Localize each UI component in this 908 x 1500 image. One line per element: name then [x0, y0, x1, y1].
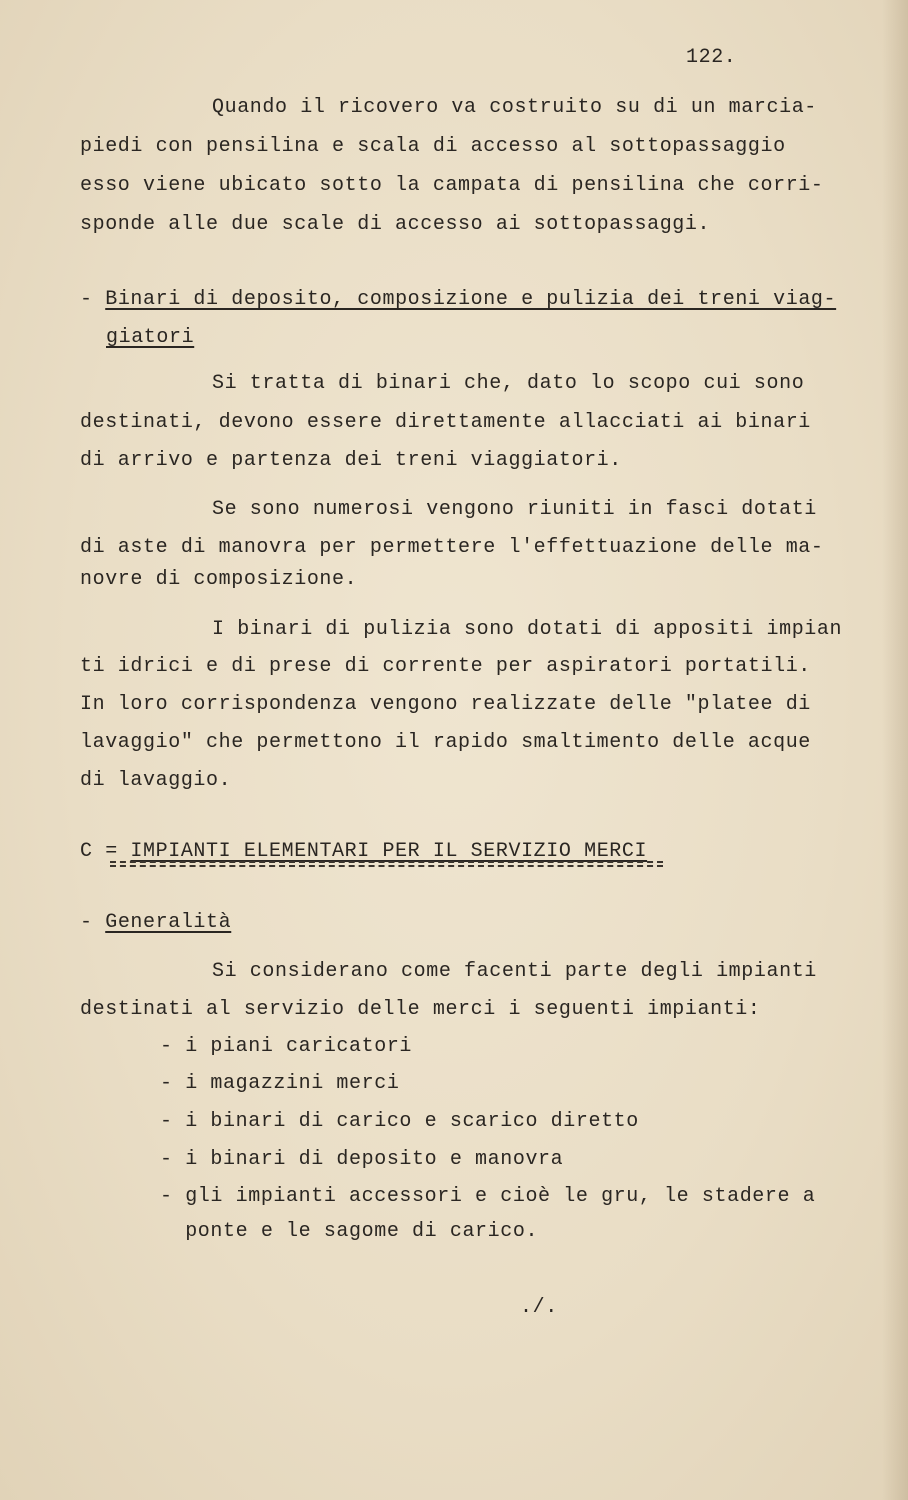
paragraph-line: di aste di manovra per permettere l'effettuazione delle ma-: [80, 536, 824, 559]
paragraph-line: di lavaggio.: [80, 769, 232, 792]
paragraph-line: Quando il ricovero va costruito su di un marcia-: [212, 96, 817, 119]
paragraph-line: Se sono numerosi vengono riuniti in fasci dotati: [212, 498, 817, 521]
paragraph-line: lavaggio" che permettono il rapido smaltimento delle acque: [80, 731, 811, 754]
list-item: - gli impianti accessori e cioè le gru, le stadere a: [160, 1185, 816, 1208]
heading-dash: -: [80, 288, 106, 311]
section-heading: [80, 288, 836, 312]
list-item: - i piani caricatori: [160, 1035, 413, 1058]
list-item: - i binari di carico e scarico diretto: [160, 1110, 639, 1133]
paragraph-line: I binari di pulizia sono dotati di appositi impian: [212, 618, 843, 641]
chapter-prefix: C =: [80, 840, 131, 863]
list-item: ponte e le sagome di carico.: [160, 1220, 539, 1243]
chapter-title: IMPIANTI ELEMENTARI PER IL SERVIZIO MERCI: [130, 840, 648, 863]
double-underline: [110, 861, 663, 867]
paragraph-line: novre di composizione.: [80, 568, 358, 591]
continuation-mark: ./.: [520, 1296, 558, 1319]
list-item: - i binari di deposito e manovra: [160, 1148, 564, 1171]
paragraph-line: di arrivo e partenza dei treni viaggiatori.: [80, 449, 622, 472]
paragraph-line: piedi con pensilina e scala di accesso al sottopassaggio: [80, 135, 786, 158]
paragraph-line: sponde alle due scale di accesso ai sottopassaggi.: [80, 213, 711, 236]
paragraph-line: destinati, devono essere direttamente allacciati ai binari: [80, 411, 811, 434]
subsection-heading: [80, 911, 231, 935]
paragraph-line: esso viene ubicato sotto la campata di pensilina che corri-: [80, 174, 824, 197]
heading-text: Generalità: [105, 911, 232, 934]
list-item: - i magazzini merci: [160, 1072, 400, 1095]
paragraph-line: destinati al servizio delle merci i seguenti impianti:: [80, 998, 761, 1021]
paragraph-line: ti idrici e di prese di corrente per aspiratori portatili.: [80, 655, 811, 678]
page-number: 122.: [686, 46, 737, 69]
paragraph-line: Si tratta di binari che, dato lo scopo cui sono: [212, 372, 805, 395]
heading-dash: -: [80, 911, 106, 934]
heading-text: Binari di deposito, composizione e pulizia dei treni viag-: [105, 288, 837, 311]
paragraph-line: Si considerano come facenti parte degli impianti: [212, 960, 817, 983]
section-heading-continued: giatori: [106, 326, 195, 349]
paragraph-line: In loro corrispondenza vengono realizzate delle "platee di: [80, 693, 811, 716]
